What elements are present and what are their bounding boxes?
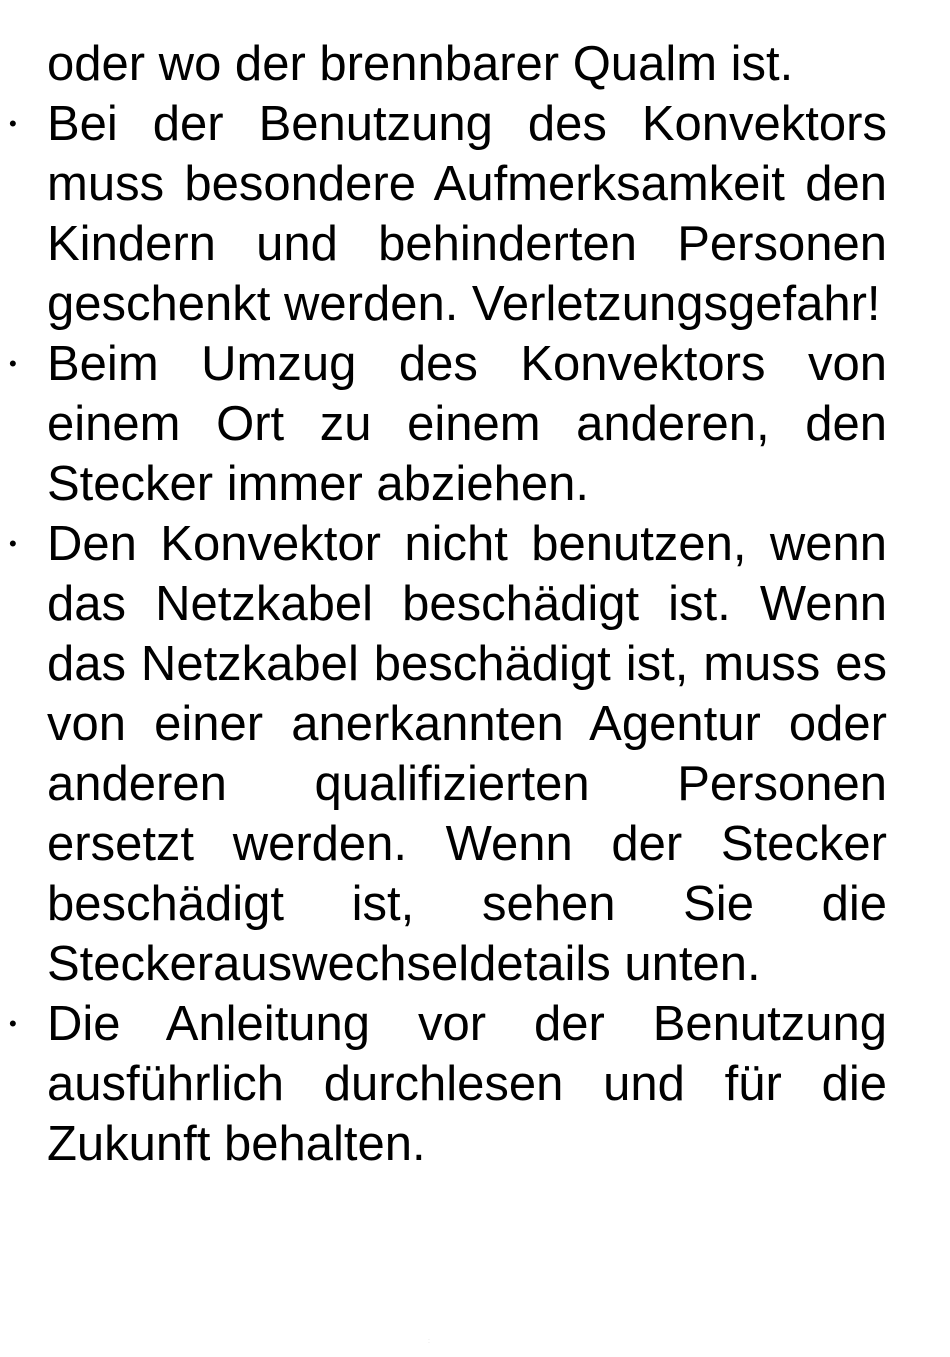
list-item bbox=[9, 334, 887, 514]
bullet-icon: • bbox=[9, 351, 17, 376]
list-item bbox=[9, 94, 887, 334]
list-item bbox=[9, 994, 887, 1174]
list-item bbox=[9, 514, 887, 994]
bullet-icon: • bbox=[9, 1011, 17, 1036]
list-item-text: Bei der Benutzung des Konvektors muss besondere Aufmerksamkeit den Kindern und behinderten Personen geschenkt werden. Verletzungsgefahr! bbox=[47, 97, 887, 331]
continuation-paragraph: oder wo der brennbarer Qualm ist. bbox=[47, 37, 794, 91]
list-item-text: Beim Umzug des Konvektors von einem Ort zu einem anderen, den Stecker immer abziehen. bbox=[47, 337, 887, 511]
list-item-text: Den Konvektor nicht benutzen, wenn das Netzkabel beschädigt ist. Wenn das Netzkabel beschädigt ist, muss es von einer anerkannten Agentur oder anderen qualifizierten Personen ersetzt werden. Wenn der Stecker beschädigt ist, sehen Sie die Steckerauswechseldetails unten. bbox=[47, 517, 887, 991]
list-item-text: Die Anleitung vor der Benutzung ausführlich durchlesen und für die Zukunft behalten. bbox=[47, 997, 887, 1171]
footer-mark: : bbox=[428, 1338, 430, 1345]
bullet-icon: • bbox=[9, 111, 17, 136]
bullet-icon: • bbox=[9, 531, 17, 556]
instruction-text-block bbox=[9, 34, 887, 1174]
